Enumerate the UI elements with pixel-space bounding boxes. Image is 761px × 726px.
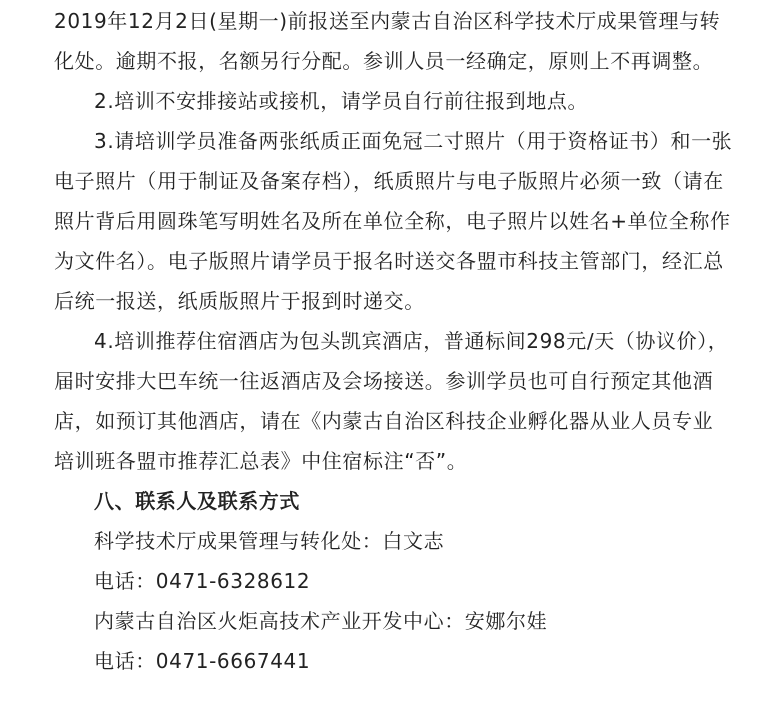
contact-2-name: 内蒙古自治区火炬高技术产业开发中心：安娜尔娃: [94, 609, 548, 633]
contact-1-name: 科学技术厅成果管理与转化处：白文志: [94, 529, 445, 553]
item-4-accommodation: 4.培训推荐住宿酒店为包头凯宾酒店，普通标间298元/天（协议价），届时安排大巴车统一往返酒店及会场接送。参训学员也可自行预定其他酒店，如预订其他酒店，请在《内蒙古自治区科技企业孵化器从业人员专业培训班各盟市推荐汇总表》中住宿标注“否”。: [54, 329, 729, 473]
contact-2-phone: 电话：0471-6667441: [94, 649, 311, 673]
paragraph-deadline: 2019年12月2日(星期一)前报送至内蒙古自治区科学技术厅成果管理与转化处。逾期不报，名额另行分配。参训人员一经确定，原则上不再调整。: [54, 9, 721, 73]
item-3-photos: 3.请培训学员准备两张纸质正面免冠二寸照片（用于资格证书）和一张电子照片（用于制证及备案存档），纸质照片与电子版照片必须一致（请在照片背后用圆珠笔写明姓名及所在单位全称，电子照片以姓名+单位全称作为文件名）。电子版照片请学员于报名时送交各盟市科技主管部门，经汇总后统一报送，纸质版照片于报到时递交。: [54, 129, 733, 313]
contact-1-phone: 电话：0471-6328612: [94, 569, 311, 593]
section-8-heading: 八、联系人及联系方式: [94, 489, 300, 513]
item-2-no-pickup: 2.培训不安排接站或接机，请学员自行前往报到地点。: [94, 89, 589, 113]
